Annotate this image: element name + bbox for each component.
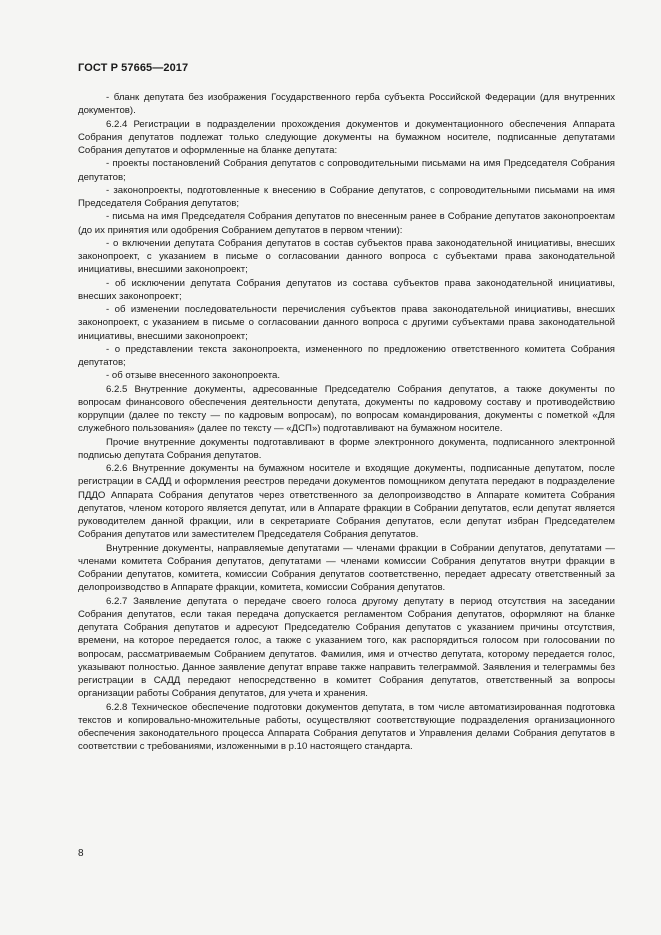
paragraph: 6.2.8 Техническое обеспечение подготовки документов депутата, в том числе автоматизированная подготовка текстов и копировально-множительные работы, осуществляют соответствующие подразделения организационного обеспечения законодательного процесса Аппарата Собрания депутатов и Управления делами Собрания депутатов в соответствии с требованиями, изложенными в р.10 настоящего стандарта. xyxy=(78,701,615,753)
paragraph: - бланк депутата без изображения Государственного герба субъекта Российской Федерации (для внутренних документов). xyxy=(78,92,615,117)
standard-header: ГОСТ Р 57665—2017 xyxy=(78,62,189,74)
paragraph: Прочие внутренние документы подготавливают в форме электронного документа, подписанного электронной подписью депутата Собрания депутатов. xyxy=(78,436,615,461)
paragraph: 6.2.6 Внутренние документы на бумажном носителе и входящие документы, подписанные депутатом, после регистрации в САДД и оформления реестров передачи документов помощником депутата передают в подразделение ПДДО Аппарата Собрания депутатов через ответственного за делопроизводство в Аппарате комитета Собрания депутатов, членом которого является депутат, или в Аппарате фракции в Собрании депутатов, если депутат является руководителем данной фракции, или в секретариате Собрания депутатов, если депутат избран Председателем Собрания депутатов или заместителем Председателя Собрания депутатов. xyxy=(78,463,615,541)
paragraph: - об изменении последовательности перечисления субъектов права законодательной инициативы, внесших законопроект, с указанием в письме о согласовании данного вопроса с другими субъектами права законодательной инициативы, внесшими законопроект; xyxy=(78,304,615,342)
paragraph: - об исключении депутата Собрания депутатов из состава субъектов права законодательной инициативы, внесших законопроект; xyxy=(78,277,615,302)
paragraph: - об отзыве внесенного законопроекта. xyxy=(106,370,281,382)
paragraph: 6.2.7 Заявление депутата о передаче своего голоса другому депутату в период отсутствия на заседании Собрания депутатов, если такая передача допускается регламентом Собрания депутатов, оформляют на бланке депутата Собрания депутатов и адресуют Председателю Собрания депутатов с указанием причины отсутствия, времени, на которое передается голос, а также с указанием того, как распорядиться голосом при голосовании по вопросам, рассматриваемым Собранием депутатов. Фамилия, имя и отчество депутата, которому передается голос, указывают полностью. Данное заявление депутат вправе также направить телеграммой. Заявления и телеграммы без регистрации в САДД передают непосредственно в комитет Собрания депутатов, ответственный за вопросы организации работы Собрания депутатов, для учета и хранения. xyxy=(78,595,615,700)
paragraph: - о включении депутата Собрания депутатов в состав субъектов права законодательной инициативы, внесших законопроект, с указанием в письме о согласовании данного вопроса с субъектами права законодательной инициативы, внесшими законопроект; xyxy=(78,237,615,276)
paragraph: - письма на имя Председателя Собрания депутатов по внесенным ранее в Собрание депутатов законопроектам (до их принятия или одобрения Собранием депутатов в первом чтении): xyxy=(78,211,615,236)
paragraph: - проекты постановлений Собрания депутатов с сопроводительными письмами на имя Председателя Собрания депутатов; xyxy=(78,158,615,183)
page-number: 8 xyxy=(78,848,84,859)
document-body xyxy=(78,91,615,754)
paragraph: - законопроекты, подготовленные к внесению в Собрание депутатов, с сопроводительными письмами на имя Председателя Собрания депутатов; xyxy=(78,184,615,209)
paragraph: - о представлении текста законопроекта, измененного по предложению ответственного комитета Собрания депутатов; xyxy=(78,343,615,368)
paragraph: 6.2.5 Внутренние документы, адресованные Председателю Собрания депутатов, а также документы по вопросам финансового обеспечения деятельности депутата, документы по кадровому составу и противодействию коррупции (далее по тексту — по кадровым вопросам), по вопросам командирования, документы с пометкой «Для служебного пользования» (далее по тексту — «ДСП») подготавливают на бумажном носителе. xyxy=(78,383,615,435)
paragraph: 6.2.4 Регистрации в подразделении прохождения документов и документационного обеспечения Аппарата Собрания депутатов подлежат только следующие документы на бумажном носителе, подписанные депутатами Собрания депутатов и оформленные на бланке депутата: xyxy=(78,118,615,156)
paragraph: Внутренние документы, направляемые депутатами — членами фракции в Собрании депутатов, депутатами — членами комитета Собрания депутатов, депутатами — членами комиссии Собрания депутатов внутри фракции в Собрании депутатов, комитета, комиссии Собрания депутатов соответственно, передает адресату ответственный за делопроизводство в Аппарате фракции, комитета, комиссии Собрания депутатов. xyxy=(78,542,615,594)
